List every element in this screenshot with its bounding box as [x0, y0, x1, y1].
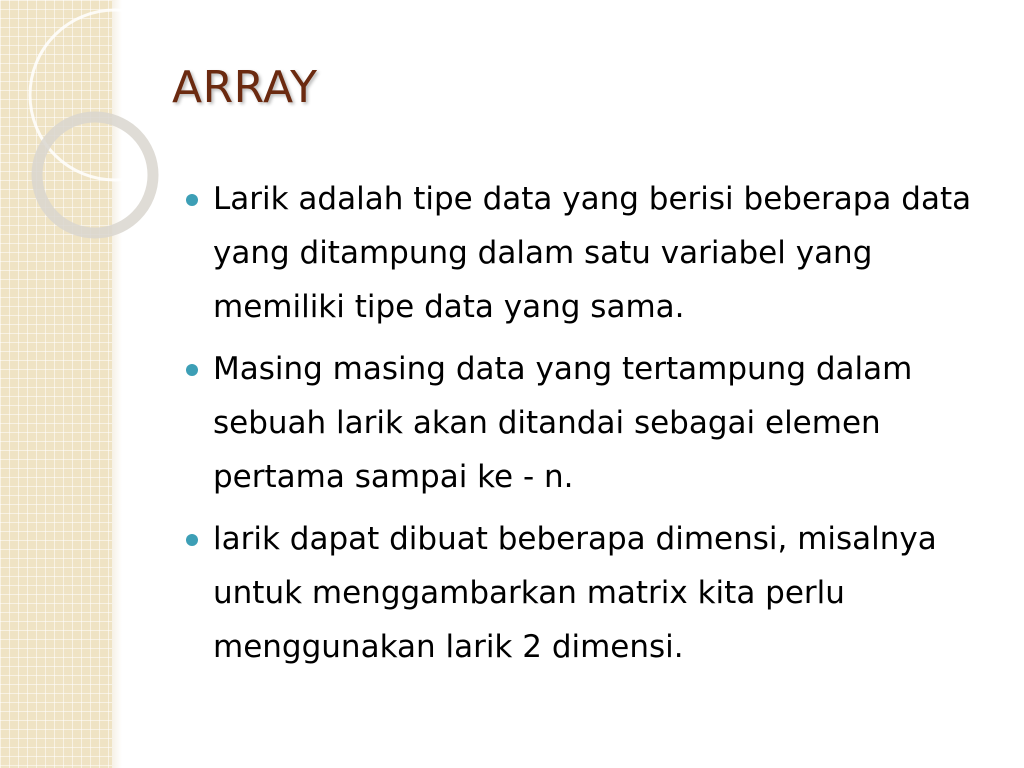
side-pattern-band: [0, 0, 112, 768]
bullet-text: Masing masing data yang tertampung dalam sebuah larik akan ditandai sebagai elemen pertama sampai ke - n.: [213, 351, 913, 495]
bullet-text: Larik adalah tipe data yang berisi beberapa data yang ditampung dalam satu variabel yang memiliki tipe data yang sama.: [213, 181, 972, 325]
bullet-item: [186, 512, 1006, 674]
bullet-text: larik dapat dibuat beberapa dimensi, misalnya untuk menggambarkan matrix kita perlu menggunakan larik 2 dimensi.: [213, 521, 937, 665]
bullet-item: [186, 172, 1006, 334]
bullet-dot-icon: [186, 534, 198, 546]
slide-title: ARRAY: [172, 62, 318, 113]
bullet-dot-icon: [186, 194, 198, 206]
bullet-list: [186, 172, 1006, 682]
bullet-item: [186, 342, 1006, 504]
bullet-dot-icon: [186, 364, 198, 376]
side-band-edge: [112, 0, 122, 768]
